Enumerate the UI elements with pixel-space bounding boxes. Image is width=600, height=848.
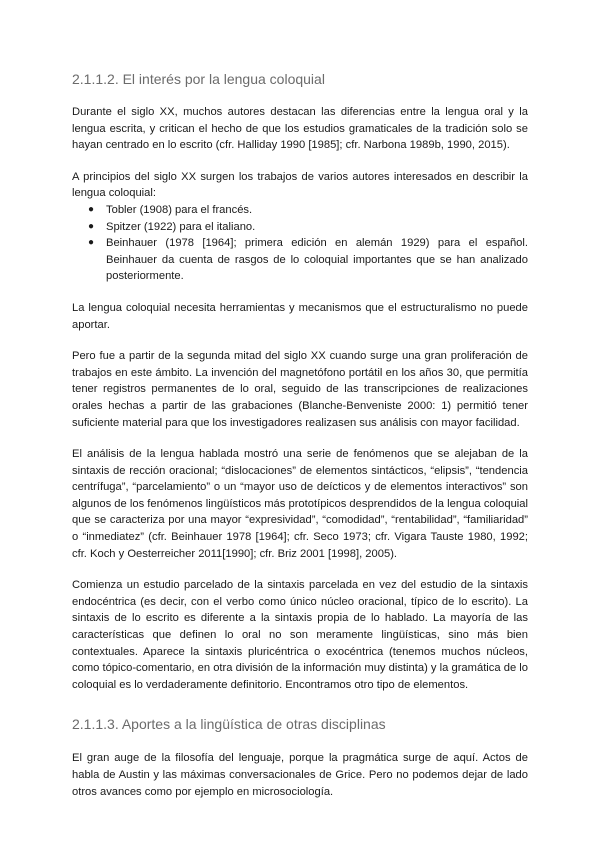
list-item [88, 235, 528, 285]
section-heading-aportes-disciplinas: 2.1.1.3. Aportes a la lingüística de otras disciplinas [72, 716, 386, 733]
paragraph-siglo-xx-diferencias: Durante el siglo XX, muchos autores destacan las diferencias entre la lengua oral y la lengua escrita, y critican el hecho de que los estudios gramaticales de la tradición solo se hayan centrado en lo escrito (cfr. Halliday 1990 [1985]; cfr. Narbona 1989b, 1990, 2015). [72, 106, 528, 152]
paragraph-magnetofono: Pero fue a partir de la segunda mitad del siglo XX cuando surge una gran proliferación de trabajos en este ámbito. La invención del magnetófono portátil en los años 30, que permitía tener registros permanentes de lo oral, seguido de las transcripciones de realizaciones orales hechas a partir de las grabaciones (Blanche-Benveniste 2000: 1) permitió tener suficiente material para que los investigadores realizasen sus análisis con mayor facilidad. [72, 350, 528, 429]
paragraph-filosofia-lenguaje: El gran auge de la filosofía del lenguaje, porque la pragmática surge de aquí. Actos de habla de Austin y las máximas conversacionales de Grice. Pero no podemos dejar de lado otros avances como por ejemplo en microsociología. [72, 752, 528, 798]
paragraph-principios-siglo-xx: A principios del siglo XX surgen los trabajos de varios autores interesados en describir la lengua coloquial: [72, 170, 528, 200]
bullet-icon: ● [88, 203, 95, 215]
list-item-text: Tobler (1908) para el francés. [106, 203, 253, 216]
bullet-icon: ● [88, 220, 95, 232]
paragraph-sintaxis-parcelada: Comienza un estudio parcelado de la sintaxis parcelada en vez del estudio de la sintaxis endocéntrica (es decir, con el verbo como único núcleo oracional, típico de lo escrito). La sintaxis de lo escrito es diferente a la sintaxis propia de lo hablado. La mayoría de las características que definen lo oral no son meramente lingüísticas, sino más bien contextuales. Aparece la sintaxis pluricéntrica o exocéntrica (tenemos muchos núcleos, como tópico-comentario, en otra división de la información muy distinta) y la gramática de lo coloquial es lo verdaderamente definitorio. Encontramos otro tipo de elementos. [72, 579, 528, 691]
paragraph-analisis-lengua-hablada: El análisis de la lengua hablada mostró una serie de fenómenos que se alejaban de la sintaxis de rección oracional; “dislocaciones” de elementos sintácticos, “elipsis”, “tendencia centrífuga”, “parcelamiento” o un “mayor uso de deícticos y de elementos interactivos” son algunos de los fenómenos lingüísticos más prototípicos desprendidos de la lengua coloquial que se caracteriza por una mayor “expresividad”, “comodidad”, “rentabilidad”, “familiaridad” o “inmediatez” (cfr. Beinhauer 1978 [1964]; cfr. Seco 1973; cfr. Vigara Tauste 1980, 1992; cfr. Koch y Oesterreicher 2011[1990]; cfr. Briz 2001 [1998], 2005). [72, 448, 528, 560]
authors-list [72, 202, 528, 285]
section-heading-interes-lengua-coloquial: 2.1.1.2. El interés por la lengua coloquial [72, 71, 325, 87]
bullet-icon: ● [88, 237, 95, 249]
paragraph-estructuralismo: La lengua coloquial necesita herramientas y mecanismos que el estructuralismo no puede aportar. [72, 301, 528, 331]
list-item-text: Beinhauer (1978 [1964]; primera edición en alemán 1929) para el español. Beinhauer da cuenta de rasgos de lo coloquial importantes que se han analizado posteriormente. [106, 237, 528, 283]
list-item [88, 202, 528, 219]
list-item-text: Spitzer (1922) para el italiano. [106, 220, 256, 233]
list-item [88, 219, 528, 236]
